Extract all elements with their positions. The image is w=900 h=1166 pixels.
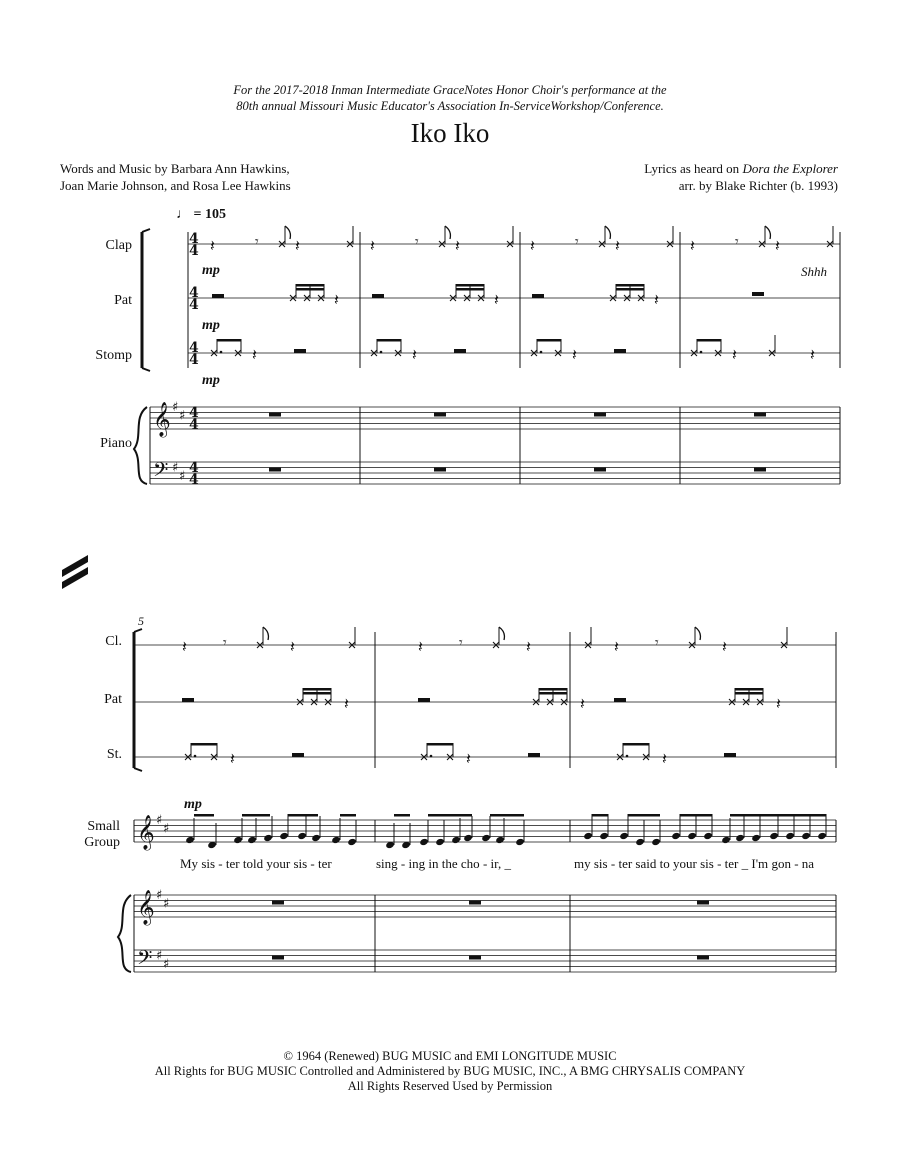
lyric-syllable: ir,: [490, 856, 502, 871]
lyric-hyphen: -: [400, 856, 406, 871]
staff-bracket: [142, 368, 150, 371]
dynamic-clap: mp: [202, 263, 220, 278]
beam: [340, 814, 356, 817]
key-signature-sharp: ♯: [172, 400, 179, 415]
quarter-rest: 𝄽: [494, 290, 499, 309]
lyric-syllable: to: [659, 856, 670, 871]
notehead: [495, 836, 505, 844]
lyric-hyphen: -: [482, 856, 488, 871]
notehead: [297, 832, 307, 840]
whole-rest: [594, 468, 606, 472]
notehead: [263, 834, 273, 842]
lyrics-source-prefix: Lyrics as heard on: [644, 161, 743, 176]
eighth-rest: 𝄾: [415, 234, 419, 250]
key-signature-sharp: ♯: [156, 888, 163, 903]
beam: [303, 692, 331, 695]
notehead: [515, 838, 525, 846]
beam: [394, 814, 410, 817]
note-flag: [445, 226, 450, 239]
half-rest: [372, 294, 384, 298]
composer-line-2: Joan Marie Johnson, and Rosa Lee Hawkins: [60, 178, 291, 193]
instrument-label-stomp-short: St.: [106, 747, 122, 762]
beam: [623, 743, 649, 746]
quarter-rest: 𝄽: [580, 694, 585, 713]
lyric-syllable: the: [441, 856, 458, 871]
key-signature-sharp: ♯: [163, 956, 170, 972]
lyric-syllable: I'm: [751, 856, 769, 871]
lyric-syllable: sis: [593, 856, 608, 871]
quarter-rest: 𝄽: [182, 637, 187, 656]
time-signature: 4: [189, 297, 199, 313]
quarter-rest: 𝄽: [252, 345, 257, 364]
lyric-syllable: ter: [225, 856, 240, 871]
note-flag: [263, 627, 268, 640]
key-signature-sharp: ♯: [179, 468, 186, 484]
lyric-hyphen: -: [218, 856, 223, 871]
notehead: [651, 838, 661, 846]
performance-text-shhh: Shhh: [801, 264, 827, 279]
whole-rest: [272, 901, 284, 905]
beam: [539, 688, 567, 691]
lyric-hyphen: -: [310, 856, 315, 871]
tempo-marking: ♩ = 105: [176, 207, 226, 222]
staff-bracket: [134, 629, 142, 632]
staff-bracket: [142, 229, 150, 232]
piano-brace: [118, 895, 131, 972]
beam: [730, 814, 826, 817]
note-flag: [765, 226, 770, 239]
lyric-extender: _: [504, 856, 511, 871]
whole-rest: [272, 956, 284, 960]
lyric-syllable: ter: [724, 856, 739, 871]
whole-rest: [697, 956, 709, 960]
dot: [700, 351, 703, 354]
beam: [628, 814, 660, 817]
instrument-label-clap: Clap: [105, 238, 132, 253]
notehead: [279, 832, 289, 840]
notehead: [247, 836, 257, 844]
lyric-syllable: na: [801, 856, 815, 871]
small-group-line-1: Small: [87, 819, 120, 834]
dedication-line-2: 80th annual Missouri Music Educator's Association In-ServiceWorkshop/Conference.: [236, 99, 664, 113]
dedication-line-1: For the 2017-2018 Inman Intermediate GraceNotes Honor Choir's performance at the: [233, 83, 667, 97]
notehead: [331, 836, 341, 844]
lyric-syllable: ing: [408, 856, 426, 871]
lyrics-source-show: Dora the Explorer: [742, 161, 838, 176]
notehead: [801, 832, 811, 840]
quarter-rest: 𝄽: [810, 345, 815, 364]
half-rest: [614, 349, 626, 353]
lyric-syllable: said: [635, 856, 657, 871]
beam: [537, 339, 561, 342]
dot: [430, 755, 433, 758]
quarter-rest: 𝄽: [654, 290, 659, 309]
half-rest: [454, 349, 466, 353]
key-signature-sharp: ♯: [156, 948, 163, 964]
lyric-extender: _: [741, 856, 749, 871]
lyric-hyphen: -: [610, 856, 616, 871]
dot: [540, 351, 543, 354]
notehead: [817, 832, 827, 840]
lyric-syllable: your: [266, 856, 291, 871]
dot: [194, 755, 197, 758]
key-signature-sharp: ♯: [156, 813, 163, 828]
lyric-syllable: ter: [618, 856, 633, 871]
time-signature: 4: [189, 405, 199, 421]
quarter-rest: 𝄽: [572, 345, 577, 364]
time-signature: 4: [189, 472, 199, 488]
quarter-rest: 𝄽: [334, 290, 339, 309]
whole-rest: [754, 413, 766, 417]
quarter-rest: 𝄽: [732, 345, 737, 364]
dot: [626, 755, 629, 758]
half-rest: [532, 294, 544, 298]
notehead: [635, 838, 645, 846]
half-rest: [418, 698, 430, 702]
notehead: [347, 838, 357, 846]
lyric-syllable: sis: [201, 856, 216, 871]
lyric-syllable: gon: [771, 856, 791, 871]
beam: [377, 339, 401, 342]
notehead: [419, 838, 429, 846]
beam: [616, 284, 644, 287]
time-signature: 4: [189, 340, 199, 356]
whole-rest: [752, 292, 764, 296]
notehead: [687, 832, 697, 840]
beam: [194, 814, 214, 817]
beam: [456, 284, 484, 287]
time-signature: 4: [189, 231, 199, 247]
notehead: [619, 832, 629, 840]
copyright-line-1: © 1964 (Renewed) BUG MUSIC and EMI LONGITUDE MUSIC: [283, 1049, 617, 1063]
note-flag: [695, 627, 700, 640]
whole-rest: [434, 413, 446, 417]
time-signature: 4: [189, 460, 199, 476]
quarter-rest: 𝄽: [776, 694, 781, 713]
key-signature-sharp: ♯: [163, 896, 170, 912]
lyric-hyphen: -: [794, 856, 799, 871]
lyric-syllable: sis: [293, 856, 308, 871]
beam: [288, 814, 318, 817]
quarter-rest: 𝄽: [615, 236, 620, 255]
notehead: [703, 832, 713, 840]
beam: [217, 339, 241, 342]
eighth-rest: 𝄾: [655, 635, 659, 651]
beam: [427, 743, 453, 746]
lyric-hyphen: -: [717, 856, 722, 871]
quarter-rest: 𝄽: [530, 236, 535, 255]
half-rest: [292, 753, 304, 757]
instrument-label-stomp: Stomp: [95, 348, 132, 363]
notehead: [751, 834, 761, 842]
treble-clef: 𝄞: [137, 890, 155, 925]
dynamic-stomp: mp: [202, 373, 220, 388]
quarter-rest: 𝄽: [690, 236, 695, 255]
notehead: [311, 834, 321, 842]
notehead: [451, 836, 461, 844]
time-signature: 4: [189, 417, 199, 433]
quarter-rest: 𝄽: [722, 637, 727, 656]
dot: [220, 351, 223, 354]
instrument-label-pat-short: Pat: [104, 692, 122, 707]
quarter-rest: 𝄽: [662, 749, 667, 768]
notehead: [463, 834, 473, 842]
lyric-syllable: My: [180, 856, 199, 871]
arranger-line: arr. by Blake Richter (b. 1993): [678, 178, 838, 193]
time-signature: 4: [189, 352, 199, 368]
lyric-syllable: sing: [376, 856, 398, 871]
note-flag: [605, 226, 610, 239]
eighth-rest: 𝄾: [575, 234, 579, 250]
beam: [428, 814, 472, 817]
eighth-rest: 𝄾: [459, 635, 463, 651]
quarter-rest: 𝄽: [466, 749, 471, 768]
whole-rest: [269, 468, 281, 472]
whole-rest: [697, 901, 709, 905]
notehead: [671, 832, 681, 840]
bass-clef: 𝄢: [137, 946, 153, 974]
key-signature-sharp: ♯: [163, 821, 170, 837]
dynamic-pat: mp: [202, 318, 220, 333]
lyric-syllable: told: [242, 856, 264, 871]
half-rest: [212, 294, 224, 298]
dot: [380, 351, 383, 354]
copyright-line-3: All Rights Reserved Used by Permission: [347, 1079, 553, 1093]
beam: [592, 814, 608, 817]
note-flag: [499, 627, 504, 640]
beam: [539, 692, 567, 695]
quarter-rest: 𝄽: [370, 236, 375, 255]
quarter-rest: 𝄽: [614, 637, 619, 656]
page-title: Iko Iko: [410, 118, 490, 148]
quarter-rest: 𝄽: [412, 345, 417, 364]
beam: [490, 814, 524, 817]
small-group-line-2: Group: [84, 835, 120, 850]
copyright-line-2: All Rights for BUG MUSIC Controlled and Administered by BUG MUSIC, INC., A BMG CHRYSALIS COMPANY: [154, 1064, 746, 1078]
eighth-rest: 𝄾: [735, 234, 739, 250]
notehead: [769, 832, 779, 840]
beam: [303, 688, 331, 691]
lyric-syllable: in: [428, 856, 439, 871]
half-rest: [528, 753, 540, 757]
notehead: [435, 838, 445, 846]
quarter-rest: 𝄽: [775, 236, 780, 255]
eighth-rest: 𝄾: [223, 635, 227, 651]
half-rest: [294, 349, 306, 353]
beam: [296, 288, 324, 291]
beam: [616, 288, 644, 291]
measure-number: 5: [138, 614, 144, 628]
lyric-syllable: my: [574, 856, 591, 871]
notehead: [735, 834, 745, 842]
quarter-rest: 𝄽: [418, 637, 423, 656]
beam: [697, 339, 721, 342]
instrument-label-clap-short: Cl.: [105, 634, 122, 649]
half-rest: [724, 753, 736, 757]
quarter-rest: 𝄽: [230, 749, 235, 768]
piano-brace: [134, 407, 147, 484]
notehead: [185, 836, 195, 844]
treble-clef: 𝄞: [137, 815, 155, 850]
eighth-rest: 𝄾: [255, 234, 259, 250]
notehead: [721, 836, 731, 844]
bass-clef: 𝄢: [153, 458, 169, 486]
lyric-syllable: cho: [460, 856, 480, 871]
treble-clef: 𝄞: [153, 402, 171, 437]
beam: [456, 288, 484, 291]
lyric-syllable: ter: [318, 856, 332, 871]
time-signature: 4: [189, 243, 199, 259]
notehead: [785, 832, 795, 840]
instrument-label-piano: Piano: [100, 436, 132, 451]
note-flag: [285, 226, 290, 239]
whole-rest: [269, 413, 281, 417]
instrument-label-pat: Pat: [114, 293, 132, 308]
dynamic-small-group: mp: [184, 797, 202, 812]
notehead: [481, 834, 491, 842]
beam: [242, 814, 270, 817]
beam: [735, 688, 763, 691]
quarter-rest: 𝄽: [526, 637, 531, 656]
whole-rest: [434, 468, 446, 472]
composer-line-1: Words and Music by Barbara Ann Hawkins,: [60, 161, 290, 176]
quarter-rest: 𝄽: [210, 236, 215, 255]
beam: [191, 743, 217, 746]
time-signature: 4: [189, 285, 199, 301]
whole-rest: [594, 413, 606, 417]
quarter-rest: 𝄽: [344, 694, 349, 713]
beam: [680, 814, 712, 817]
quarter-rest: 𝄽: [295, 236, 300, 255]
whole-rest: [469, 901, 481, 905]
half-rest: [182, 698, 194, 702]
staff-bracket: [134, 768, 142, 771]
beam: [296, 284, 324, 287]
quarter-rest: 𝄽: [290, 637, 295, 656]
quarter-rest: 𝄽: [455, 236, 460, 255]
key-signature-sharp: ♯: [172, 460, 179, 476]
half-rest: [614, 698, 626, 702]
whole-rest: [469, 956, 481, 960]
key-signature-sharp: ♯: [179, 408, 186, 424]
notehead: [599, 832, 609, 840]
notehead: [233, 836, 243, 844]
whole-rest: [754, 468, 766, 472]
beam: [735, 692, 763, 695]
notehead: [583, 832, 593, 840]
lyric-syllable: sis: [700, 856, 714, 871]
lyric-syllable: your: [673, 856, 697, 871]
